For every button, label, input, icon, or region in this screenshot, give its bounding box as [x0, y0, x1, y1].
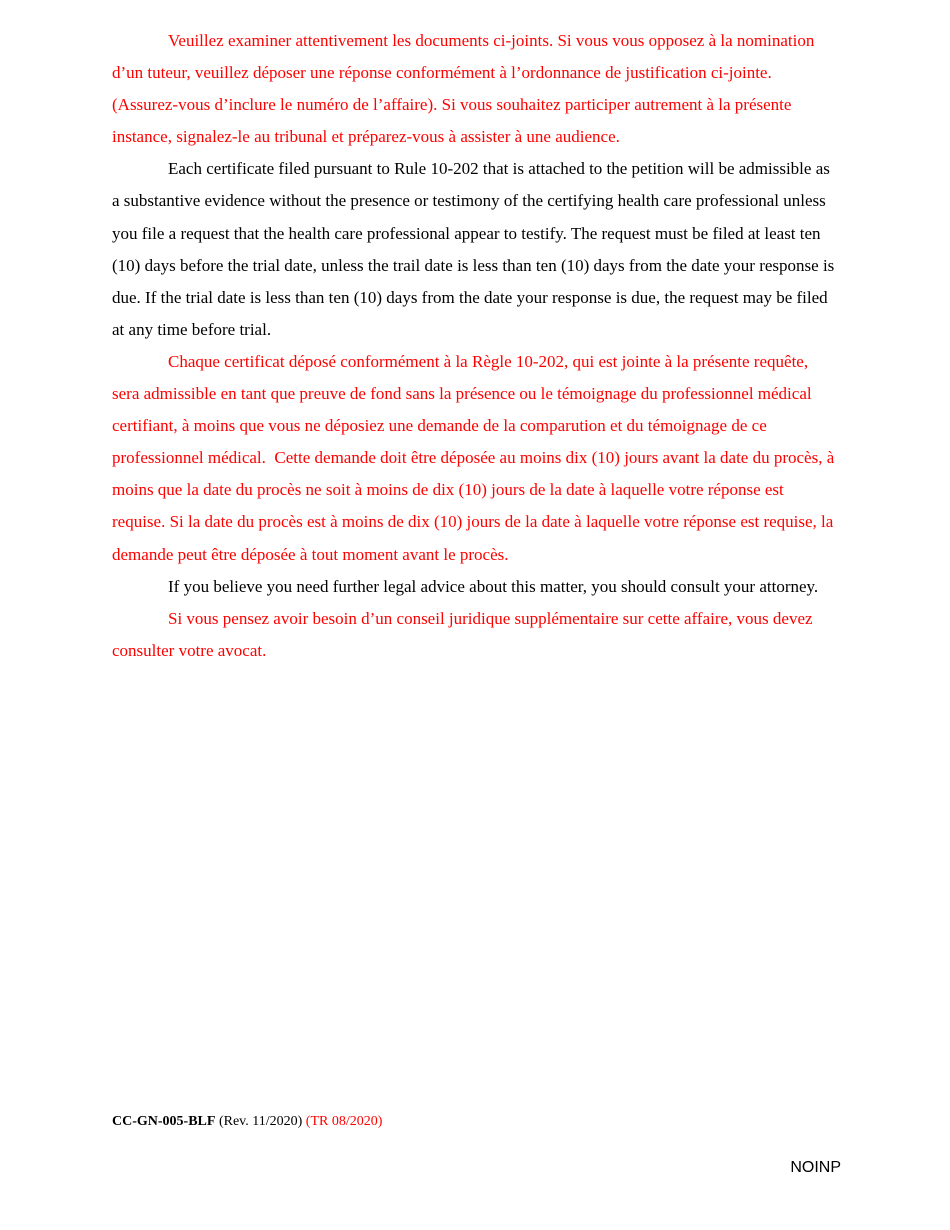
- paragraph-english-legal-advice: If you believe you need further legal advice about this matter, you should consult your attorney.: [168, 576, 819, 596]
- paragraph-english-certificate: Each certificate filed pursuant to Rule 10-202 that is attached to the petition will be admissible as a substantive evidence without the presence or testimony of the certifying health care professional unless you file a request that the health care professional appear to testify. The request must be filed at least ten (10) days before the trial date, unless the trail date is less than ten (10) days from the date your response is due. If the trial date is less than ten (10) days from the date your response is due, the request may be filed at any time before trial.: [112, 159, 839, 339]
- document-body: [112, 25, 838, 667]
- form-revision: (Rev. 11/2020): [218, 1114, 303, 1129]
- form-id: CC-GN-005-BLF: [112, 1114, 216, 1129]
- form-translation-revision: (TR 08/2020): [305, 1114, 383, 1129]
- paragraph-french-certificate: Chaque certificat déposé conformément à la Règle 10-202, qui est jointe à la présente requête, sera admissible en tant que preuve de fond sans la présence ou le témoignage du professionnel médical certifiant, à moins que vous ne déposiez une demande de la comparution et du témoignage de ce professionnel médical. Cette demande doit être déposée au moins dix (10) jours avant la date du procès, à moins que la date du procès ne soit à moins de dix (10) jours de la date à laquelle votre réponse est requise. Si la date du procès est à moins de dix (10) jours de la date à laquelle votre réponse est requise, la demande peut être déposée à tout moment avant le procès.: [112, 351, 839, 564]
- form-code: NOINP: [790, 1159, 841, 1176]
- paragraph-french-legal-advice: Si vous pensez avoir besoin d’un conseil juridique supplémentaire sur cette affaire, vous devez consulter votre avocat.: [112, 608, 817, 660]
- paragraph-french-review-documents: Veuillez examiner attentivement les documents ci-joints. Si vous vous opposez à la nomination d’un tuteur, veuillez déposer une réponse conformément à l’ordonnance de justification ci-jointe. (Assurez-vous d’inclure le numéro de l’affaire). Si vous souhaitez participer autrement à la présente instance, signalez-le au tribunal et préparez-vous à assister à une audience.: [112, 31, 819, 147]
- form-footer: [112, 1112, 382, 1132]
